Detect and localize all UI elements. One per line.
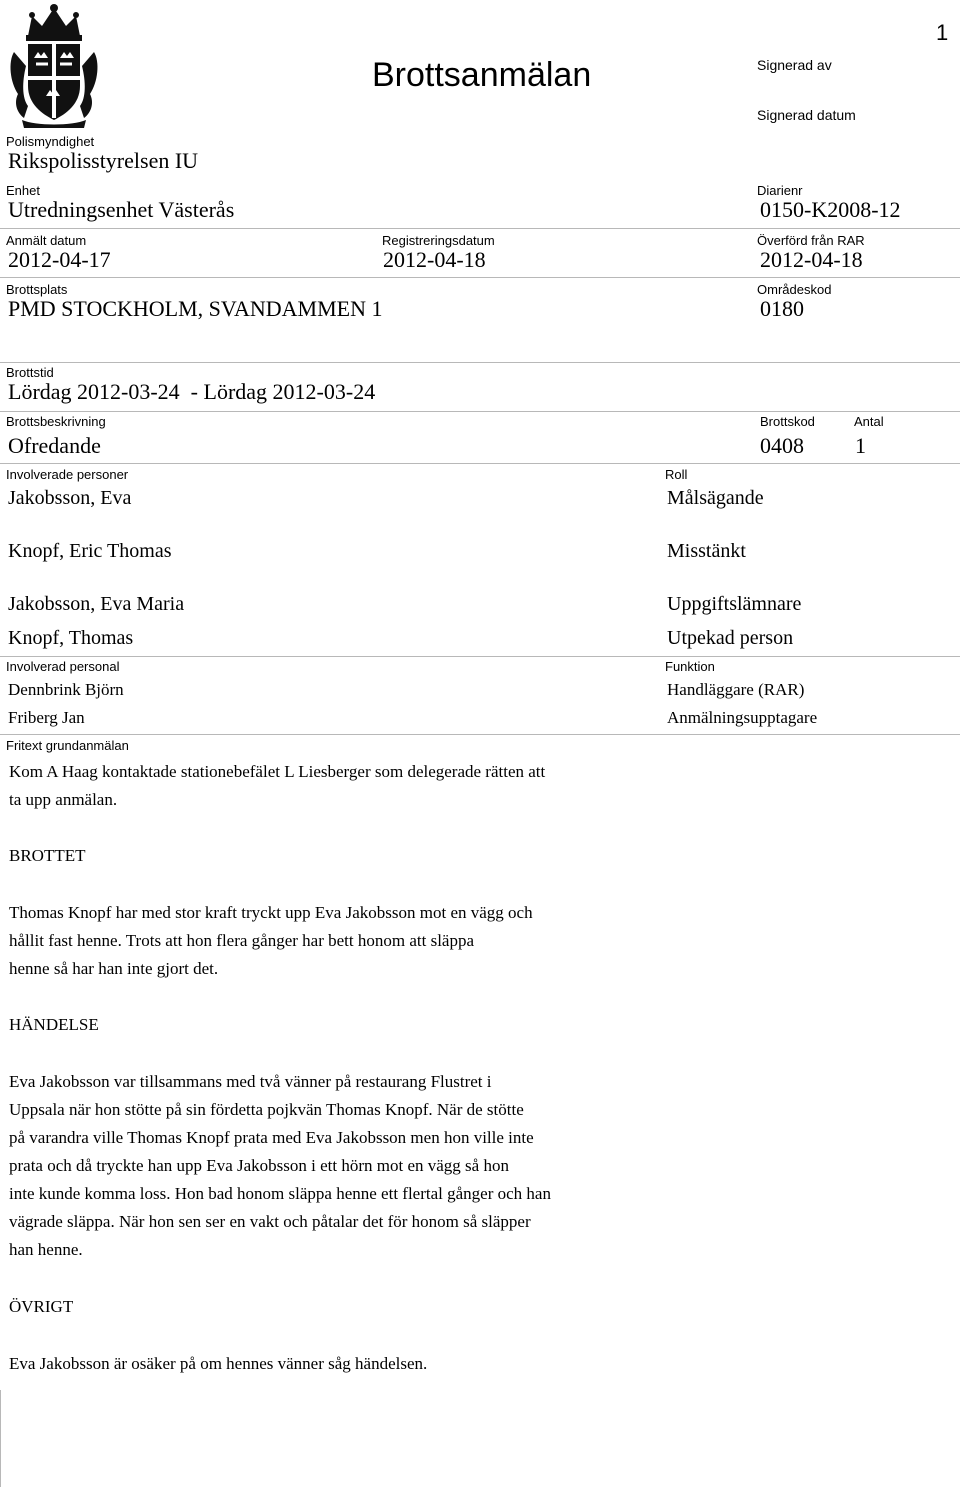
- section-heading-handelse: HÄNDELSE: [9, 1015, 99, 1034]
- text-line: Eva Jakobsson är osäker på om hennes vänner såg händelsen.: [9, 1354, 428, 1373]
- person-role: Misstänkt: [667, 540, 746, 562]
- crime-time-label: Brottstid: [6, 365, 54, 380]
- divider: [0, 656, 960, 657]
- reported-date-value: 2012-04-17: [8, 247, 111, 272]
- person-name: Jakobsson, Eva Maria: [8, 593, 185, 615]
- divider: [0, 362, 960, 363]
- text-line: henne så har han inte gjort det.: [9, 959, 219, 978]
- divider: [0, 463, 960, 464]
- section-body-handelse: [9, 1068, 629, 1264]
- role-label: Roll: [665, 467, 688, 482]
- text-line: Kom A Haag kontaktade stationebefälet L Liesberger som delegerade rätten att: [9, 762, 546, 781]
- unit-value: Utredningsenhet Västerås: [8, 197, 235, 222]
- crime-description-value: Ofredande: [8, 433, 101, 458]
- text-line: han henne.: [9, 1240, 83, 1259]
- reported-date-label: Anmält datum: [6, 233, 87, 248]
- crime-count-value: 1: [855, 433, 866, 458]
- registration-date-value: 2012-04-18: [383, 247, 486, 272]
- text-line: Eva Jakobsson var tillsammans med två vänner på restaurang Flustret i: [9, 1072, 492, 1091]
- crime-count-label: Antal: [854, 414, 884, 429]
- document-title: Brottsanmälan: [372, 56, 592, 94]
- person-name: Knopf, Eric Thomas: [8, 540, 172, 562]
- person-name: Knopf, Thomas: [8, 627, 134, 649]
- text-line: ta upp anmälan.: [9, 790, 118, 809]
- crime-location-label: Brottsplats: [6, 282, 68, 297]
- staff-function: Anmälningsupptagare: [667, 708, 818, 727]
- crime-time-value: Lördag 2012-03-24 - Lördag 2012-03-24: [8, 379, 376, 404]
- section-body-ovrigt: [9, 1350, 629, 1378]
- staff-name: Friberg Jan: [8, 708, 85, 727]
- person-role: Uppgiftslämnare: [667, 593, 802, 615]
- crime-code-value: 0408: [760, 433, 804, 458]
- authority-label: Polismyndighet: [6, 134, 95, 149]
- diarienr-label: Diarienr: [757, 183, 803, 198]
- freetext-intro: [9, 758, 629, 814]
- section-body-brottet: [9, 899, 629, 983]
- person-role: Målsägande: [667, 487, 764, 509]
- signed-date-label: Signerad datum: [757, 107, 856, 123]
- text-line: prata och då tryckte han upp Eva Jakobsson i ett hörn mot en vägg så hon: [9, 1156, 509, 1175]
- text-line: Uppsala när hon stötte på sin fördetta pojkvän Thomas Knopf. När de stötte: [9, 1100, 524, 1119]
- text-line: Thomas Knopf har med stor kraft tryckt upp Eva Jakobsson mot en vägg och: [9, 903, 533, 922]
- divider: [0, 734, 960, 735]
- page-number: 1: [936, 20, 949, 45]
- text-line: vägrade släppa. När hon sen ser en vakt och påtalar det för honom så släpper: [9, 1212, 531, 1231]
- signed-by-label: Signerad av: [757, 57, 832, 73]
- transferred-label: Överförd från RAR: [757, 233, 865, 248]
- section-heading-brottet: BROTTET: [9, 846, 86, 865]
- diarienr-value: 0150-K2008-12: [760, 197, 901, 222]
- unit-label: Enhet: [6, 183, 40, 198]
- registration-date-label: Registreringsdatum: [382, 233, 495, 248]
- freetext-label: Fritext grundanmälan: [6, 738, 129, 753]
- person-name: Jakobsson, Eva: [8, 487, 132, 509]
- text-line: hållit fast henne. Trots att hon flera gånger har bett honom att släppa: [9, 931, 475, 950]
- persons-label: Involverade personer: [6, 467, 129, 482]
- crime-description-label: Brottsbeskrivning: [6, 414, 106, 429]
- authority-value: Rikspolisstyrelsen IU: [8, 148, 199, 173]
- section-heading-ovrigt: ÖVRIGT: [9, 1297, 74, 1316]
- person-role: Utpekad person: [667, 627, 794, 649]
- frame-left: [0, 1390, 1, 1487]
- function-label: Funktion: [665, 659, 715, 674]
- area-code-value: 0180: [760, 296, 804, 321]
- coat-of-arms-emblem: [6, 2, 102, 130]
- transferred-value: 2012-04-18: [760, 247, 863, 272]
- text-line: på varandra ville Thomas Knopf prata med Eva Jakobsson men hon ville inte: [9, 1128, 534, 1147]
- staff-name: Dennbrink Björn: [8, 680, 124, 699]
- staff-function: Handläggare (RAR): [667, 680, 805, 699]
- area-code-label: Områdeskod: [757, 282, 832, 297]
- text-line: inte kunde komma loss. Hon bad honom släppa henne ett flertal gånger och han: [9, 1184, 551, 1203]
- divider: [0, 277, 960, 278]
- divider: [0, 228, 960, 229]
- divider: [0, 411, 960, 412]
- staff-label: Involverad personal: [6, 659, 120, 674]
- crime-code-label: Brottskod: [760, 414, 815, 429]
- crime-location-value: PMD STOCKHOLM, SVANDAMMEN 1: [8, 296, 383, 321]
